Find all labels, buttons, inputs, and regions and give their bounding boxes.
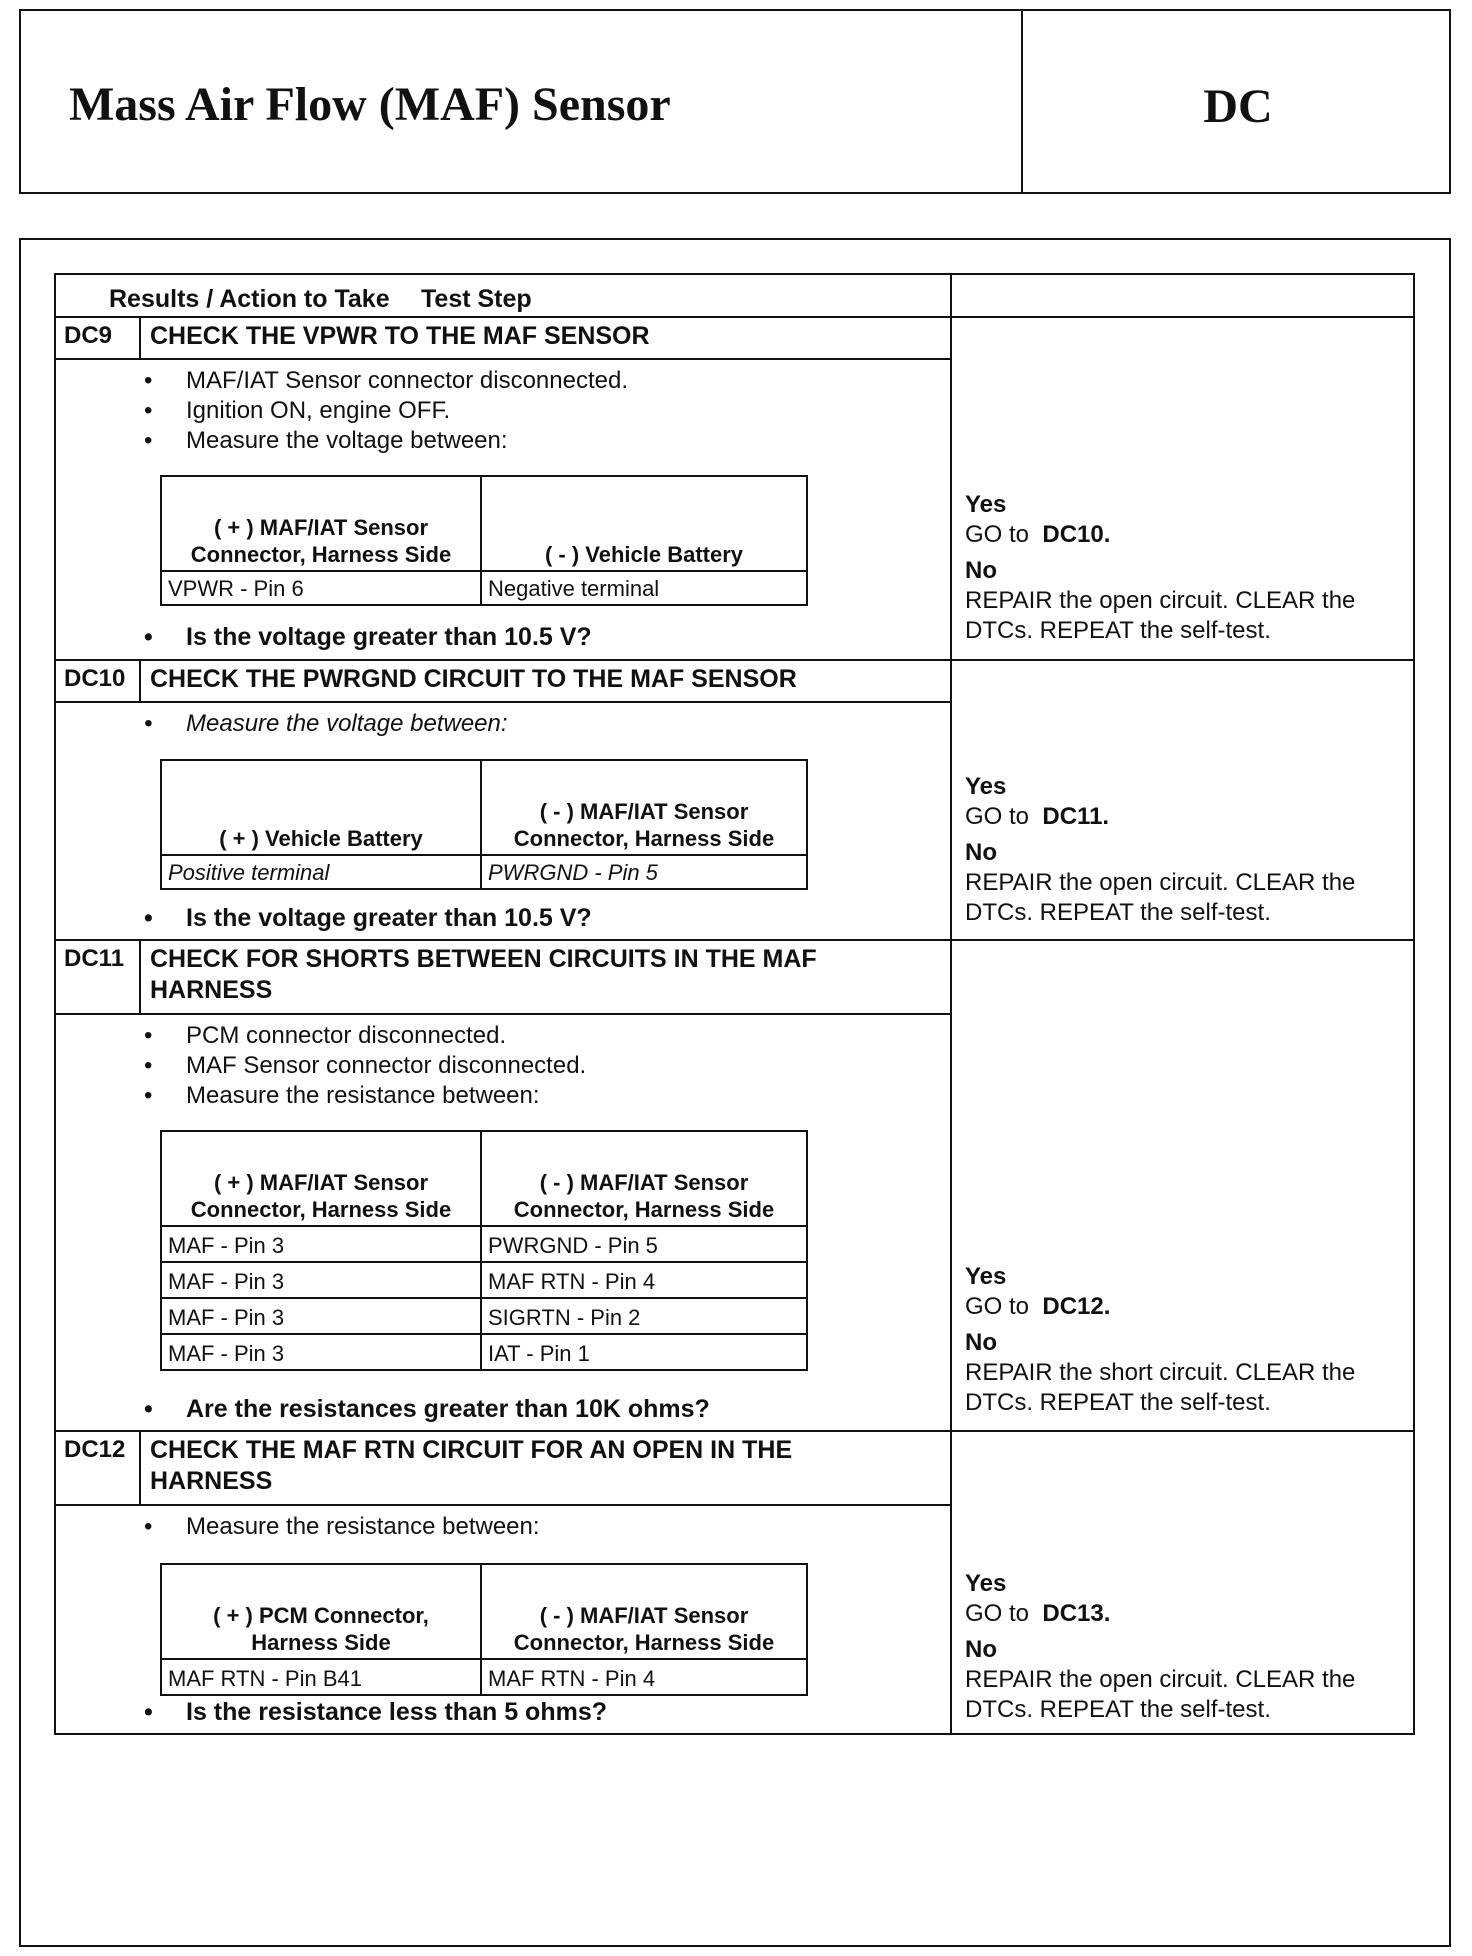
result-no-text: REPAIR the open circuit. CLEAR the DTCs. REPEAT the self-test. xyxy=(965,587,1356,644)
table-cell: MAF RTN - Pin B41 xyxy=(161,1659,481,1695)
step-title-rule xyxy=(56,1504,950,1506)
result-no: No xyxy=(965,1329,997,1356)
result-no-text: REPAIR the short circuit. CLEAR the DTCs. REPEAT the self-test. xyxy=(965,1359,1356,1416)
measurement-table xyxy=(160,759,808,890)
table-cell: PWRGND - Pin 5 xyxy=(481,1226,807,1262)
table-header: ( - ) MAF/IAT Sensor Connector, Harness Side xyxy=(481,760,807,855)
table-cell: IAT - Pin 1 xyxy=(481,1334,807,1370)
table-cell: MAF - Pin 3 xyxy=(161,1334,481,1370)
table-cell: MAF - Pin 3 xyxy=(161,1262,481,1298)
goto-step-link[interactable]: DC10. xyxy=(1042,521,1111,548)
result-yes: Yes xyxy=(965,773,1007,800)
list-item: • Measure the voltage between: xyxy=(144,710,508,737)
table-header: ( + ) MAF/IAT Sensor Connector, Harness Side xyxy=(161,476,481,571)
step-id: DC12 xyxy=(64,1436,126,1463)
goto-step-link[interactable]: DC12. xyxy=(1042,1293,1111,1320)
goto-step-link[interactable]: DC13. xyxy=(1042,1600,1111,1627)
table-cell: PWRGND - Pin 5 xyxy=(481,855,807,889)
table-header: ( + ) PCM Connector, Harness Side xyxy=(161,1564,481,1659)
step-id-divider xyxy=(139,659,141,701)
step-separator xyxy=(56,939,1413,941)
step-id-divider xyxy=(139,316,141,358)
list-item: • Measure the resistance between: xyxy=(144,1082,540,1109)
header-rule xyxy=(56,316,1413,318)
test-table xyxy=(54,273,1415,1735)
list-item: • Ignition ON, engine OFF. xyxy=(144,397,451,424)
step-id: DC9 xyxy=(64,322,113,349)
table-header: ( - ) MAF/IAT Sensor Connector, Harness Side xyxy=(481,1131,807,1226)
column-header-results: Results / Action to Take xyxy=(109,285,390,313)
result-no: No xyxy=(965,1636,997,1663)
result-yes: Yes xyxy=(965,1570,1007,1597)
step-question: • Are the resistances greater than 10K ohms? xyxy=(144,1395,710,1423)
step-title-rule xyxy=(56,1013,950,1015)
table-cell: SIGRTN - Pin 2 xyxy=(481,1298,807,1334)
step-question: • Is the voltage greater than 10.5 V? xyxy=(144,623,592,651)
table-header: ( - ) MAF/IAT Sensor Connector, Harness Side xyxy=(481,1564,807,1659)
result-no: No xyxy=(965,839,997,866)
step-result: Yes GO to DC10. No REPAIR the open circuit. CLEAR the DTCs. REPEAT the self-test. xyxy=(965,490,1405,646)
result-no-text: REPAIR the open circuit. CLEAR the DTCs. REPEAT the self-test. xyxy=(965,1666,1356,1723)
table-header: ( + ) Vehicle Battery xyxy=(161,760,481,855)
column-divider xyxy=(950,275,952,1735)
table-cell: Positive terminal xyxy=(161,855,481,889)
table-cell: MAF RTN - Pin 4 xyxy=(481,1262,807,1298)
step-title: CHECK FOR SHORTS BETWEEN CIRCUITS IN THE MAF HARNESS xyxy=(150,945,817,1004)
step-id: DC10 xyxy=(64,665,126,692)
list-item: • MAF Sensor connector disconnected. xyxy=(144,1052,587,1079)
step-id-divider xyxy=(139,1430,141,1504)
measurement-table xyxy=(160,1130,808,1371)
measurement-table xyxy=(160,475,808,606)
table-cell: Negative terminal xyxy=(481,571,807,605)
table-cell: VPWR - Pin 6 xyxy=(161,571,481,605)
table-header: ( - ) Vehicle Battery xyxy=(481,476,807,571)
result-yes: Yes xyxy=(965,1263,1007,1290)
table-cell: MAF - Pin 3 xyxy=(161,1298,481,1334)
step-question: • Is the voltage greater than 10.5 V? xyxy=(144,904,592,932)
step-separator xyxy=(56,1430,1413,1432)
list-item: • PCM connector disconnected. xyxy=(144,1022,507,1049)
page-header xyxy=(19,9,1451,194)
measurement-table xyxy=(160,1563,808,1696)
table-cell: MAF - Pin 3 xyxy=(161,1226,481,1262)
step-title: CHECK THE MAF RTN CIRCUIT FOR AN OPEN IN THE HARNESS xyxy=(150,1436,793,1495)
list-item: • Measure the resistance between: xyxy=(144,1513,540,1540)
step-result: Yes GO to DC12. No REPAIR the short circuit. CLEAR the DTCs. REPEAT the self-test. xyxy=(965,1262,1405,1418)
list-item: • Measure the voltage between: xyxy=(144,427,508,454)
step-id: DC11 xyxy=(64,945,125,972)
list-item: • MAF/IAT Sensor connector disconnected. xyxy=(144,367,628,394)
step-separator xyxy=(56,659,1413,661)
section-code: DC xyxy=(1203,80,1273,133)
step-id-divider xyxy=(139,939,141,1013)
step-result: Yes GO to DC11. No REPAIR the open circuit. CLEAR the DTCs. REPEAT the self-test. xyxy=(965,772,1405,928)
column-header-test-step: Test Step xyxy=(421,285,532,313)
goto-step-link[interactable]: DC11. xyxy=(1042,803,1110,830)
step-title-rule xyxy=(56,358,950,360)
step-question: • Is the resistance less than 5 ohms? xyxy=(144,1698,607,1726)
table-cell: MAF RTN - Pin 4 xyxy=(481,1659,807,1695)
step-title: CHECK THE VPWR TO THE MAF SENSOR xyxy=(150,322,650,350)
step-title: CHECK THE PWRGND CIRCUIT TO THE MAF SENSOR xyxy=(150,665,797,693)
step-result: Yes GO to DC13. No REPAIR the open circuit. CLEAR the DTCs. REPEAT the self-test. xyxy=(965,1569,1405,1725)
section-code-box xyxy=(1021,11,1453,192)
step-title-rule xyxy=(56,701,950,703)
result-yes: Yes xyxy=(965,491,1007,518)
result-no-text: REPAIR the open circuit. CLEAR the DTCs. REPEAT the self-test. xyxy=(965,869,1356,926)
table-header: ( + ) MAF/IAT Sensor Connector, Harness Side xyxy=(161,1131,481,1226)
result-no: No xyxy=(965,557,997,584)
page-title: Mass Air Flow (MAF) Sensor xyxy=(69,78,671,131)
